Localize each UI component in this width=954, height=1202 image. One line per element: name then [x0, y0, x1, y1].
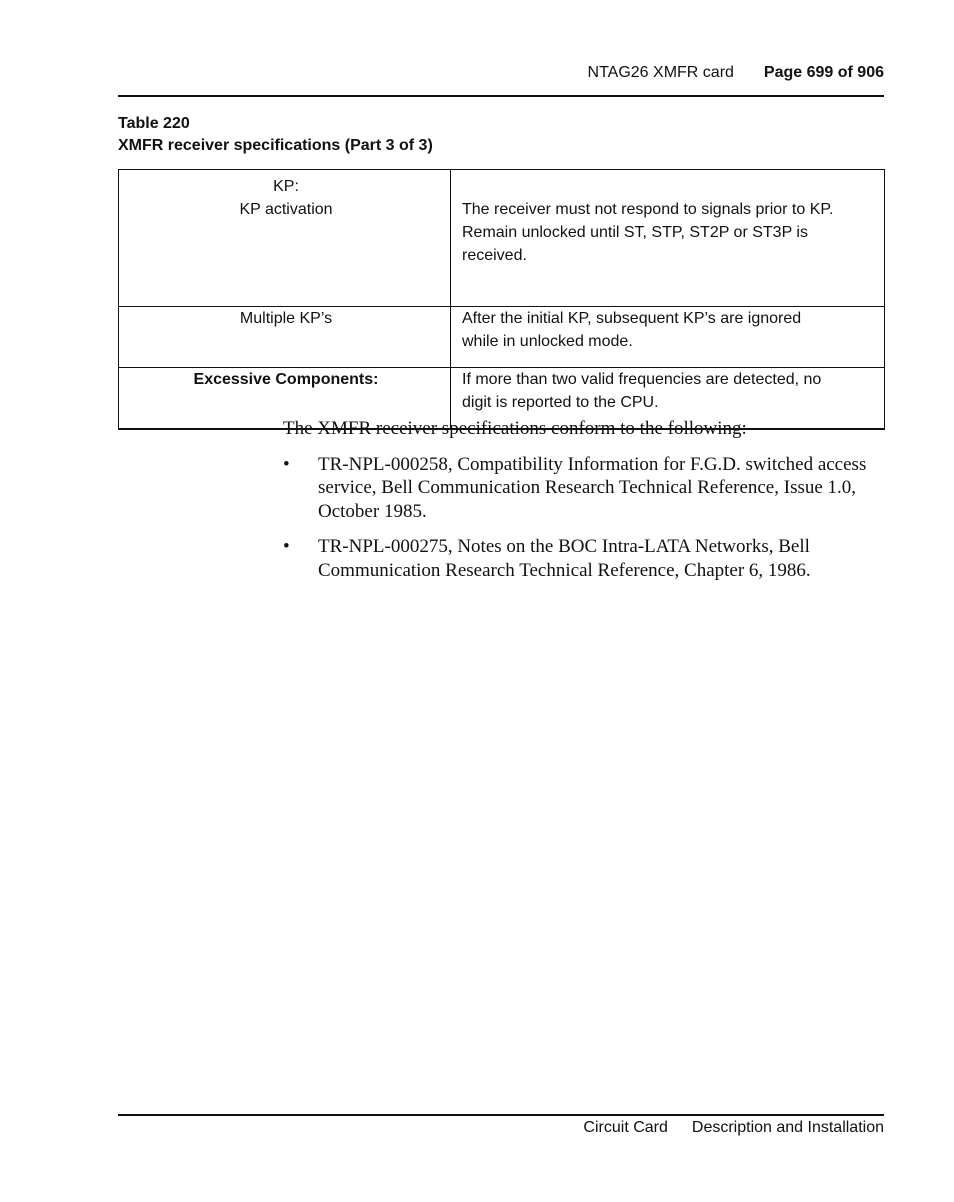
footer-section-label: Circuit Card — [583, 1119, 668, 1136]
parameter-label: Excessive Components: — [193, 371, 379, 388]
bullet-icon: • — [283, 453, 290, 475]
description-text: The receiver must not respond to signals prior to KP. — [462, 201, 834, 218]
parameter-cell — [119, 307, 451, 368]
document-title: NTAG26 XMFR card — [587, 64, 734, 81]
reference-list — [283, 453, 883, 583]
specifications-table — [118, 169, 885, 430]
parameter-label: Multiple KP’s — [239, 310, 333, 327]
list-item-text: TR-NPL-000258, Compatibility Information for F.G.D. switched access service, Bell Communication Research Technical Reference, Issue 1.0, October 1985. — [318, 453, 867, 522]
body-text — [283, 417, 883, 594]
bullet-icon: • — [283, 536, 290, 557]
description-text: while in unlocked mode. — [462, 333, 633, 350]
description-text: After the initial KP, subsequent KP’s are ignored — [462, 310, 802, 327]
parameter-cell — [119, 170, 451, 307]
page-header — [118, 64, 884, 97]
description-text: received. — [462, 247, 527, 264]
table-row — [119, 170, 885, 307]
table-caption — [118, 113, 718, 157]
intro-paragraph: The XMFR receiver specifications conform to the following: — [283, 418, 747, 439]
table-title: XMFR receiver specifications (Part 3 of 3) — [118, 137, 433, 154]
description-text: If more than two valid frequencies are detected, no — [462, 371, 822, 388]
table-row — [119, 307, 885, 368]
page-footer — [118, 1114, 884, 1137]
description-text: digit is reported to the CPU. — [462, 394, 659, 411]
table-number: Table 220 — [118, 115, 190, 132]
page-number: Page 699 of 906 — [763, 64, 884, 81]
description-cell — [451, 170, 885, 307]
parameter-label: KP: — [273, 178, 299, 195]
list-item — [283, 535, 883, 582]
parameter-label: KP activation — [239, 201, 333, 218]
description-text: Remain unlocked until ST, STP, ST2P or ST3P is — [462, 224, 808, 241]
list-item — [283, 453, 883, 524]
description-cell — [451, 307, 885, 368]
list-item-text: TR-NPL-000275, Notes on the BOC Intra-LATA Networks, Bell Communication Research Technical Reference, Chapter 6, 1986. — [318, 536, 811, 581]
footer-document-label: Description and Installation — [691, 1119, 884, 1136]
